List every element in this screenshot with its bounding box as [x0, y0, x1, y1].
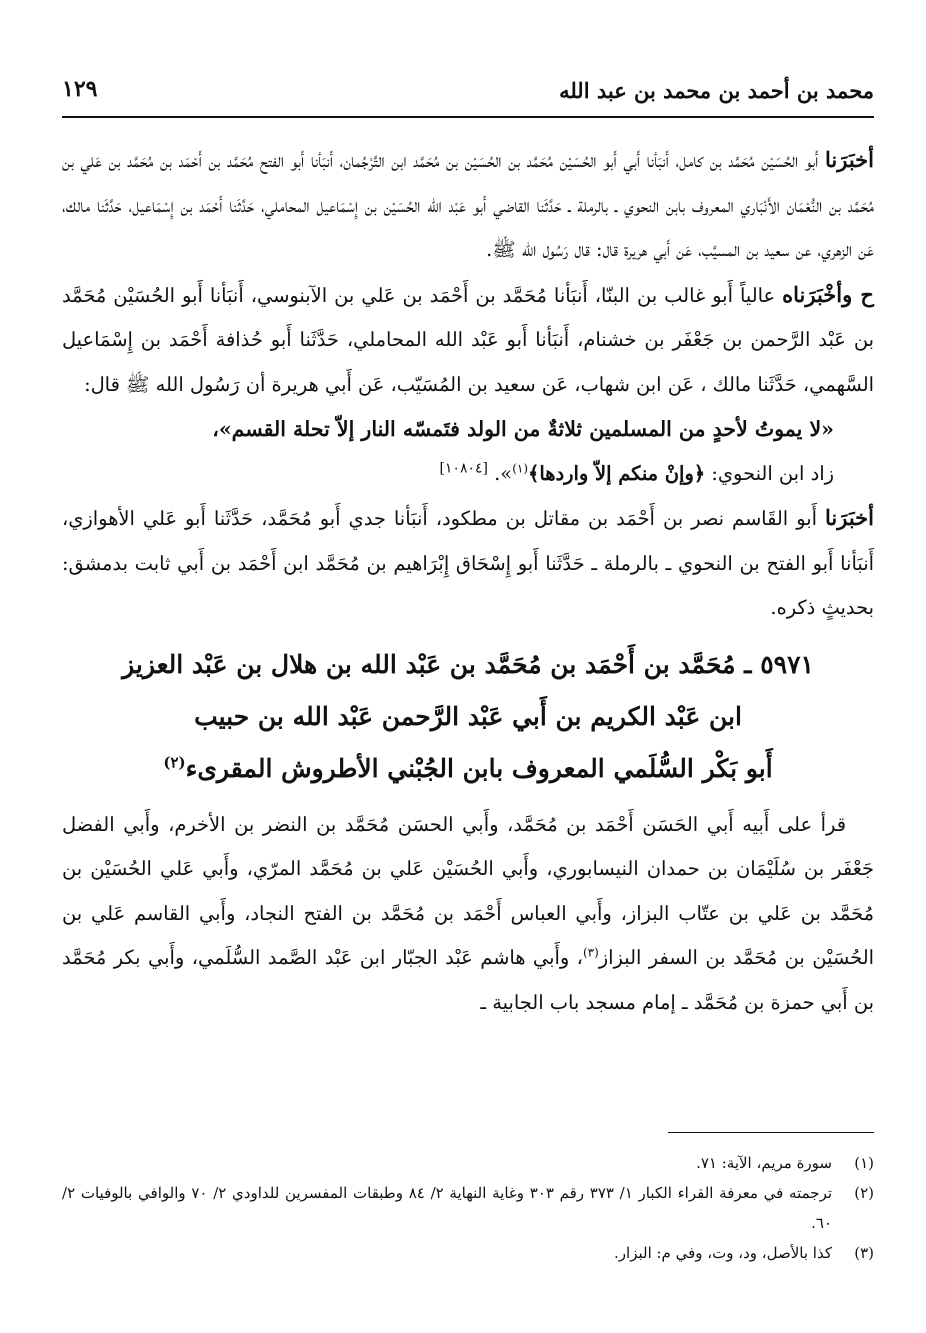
running-header — [62, 70, 874, 110]
footnote-number: (١) — [854, 1154, 874, 1172]
footnote-marker-3: (٣) — [582, 945, 599, 960]
heading-line-2: ابن عَبْد الكريم بن أَبي عَبْد الرَّحمن عَبْد الله بن حبيب — [194, 701, 742, 731]
paragraph-text: ، وأَبي هاشم عَبْد الجبّار ابن عَبْد الصَّمد السُّلَمي، وأَبي بكر مُحَمَّد بن أَبي حمزة بن مُحَمَّد ـ إمام مسجد باب الجابية ـ — [62, 946, 874, 1014]
paragraph-text: أَبو الحُسَيْن مُحَمَّد بن كامل، أَنبَأنا أَبي أَبو الحُسَيْن مُحَمَّد بن الحُسَيْن بن مُحَمَّد ابن التَّرْجُمان، أَنبَأنا أَبو الفتح مُحَمَّد بن أَحْمَد بن مُحَمَّد بن عَلي بن مُحَمَّد بن النُّعْمَان الأَنْبَاري المعروف بابن النحوي ـ بالرملة ـ حَدَّثَنا القاضي أَبو عَبْد الله الحُسَيْن بن إِسْمَاعيل المحاملي، حَدَّثَنا أَحْمَد بن إِسْمَاعيل، حَدَّثَنا مالك، عَن الزهري، عن سعيد بن المسيَّب، عَن أَبي هريرة قال: قال رَسُول الله ﷺ. — [62, 149, 874, 261]
footnote-text: ترجمته في معرفة القراء الكبار ١/ ٣٧٣ رقم ٣٠٣ وغاية النهاية ٢/ ٨٤ وطبقات المفسرين للداودي ٢/ ٧٠ والوافي بالوفيات ٢/ ٦٠. — [62, 1184, 833, 1232]
quran-verse: ﴿وإنْ منكم إلاّ واردها﴾ — [528, 461, 706, 485]
paragraph-isnad-3 — [62, 496, 874, 631]
footnote-number: (٣) — [854, 1244, 874, 1262]
footnote-2 — [62, 1178, 874, 1238]
footnotes — [62, 1148, 874, 1268]
biography-heading — [62, 639, 874, 795]
paragraph-text: قرأ على أَبيه أَبي الحَسَن أَحْمَد بن مُحَمَّد، وأَبي الحسَن مُحَمَّد بن النضر بن الأخرم، وأَبي الفضل جَعْفَر بن سُلَيْمَان بن حمدان النيسابوري، وأَبي الحُسَيْن عَلي بن مُحَمَّد المرّي، وأَبي عَلي الحُسَيْن بن مُحَمَّد بن عَلي بن عتّاب البزاز، وأَبي العباس أَحْمَد بن مُحَمَّد بن الفتح النجاد، وأَبي القاسم عَلي بن الحُسَيْن بن مُحَمَّد بن السفر البزاز — [62, 812, 874, 969]
heading-text: أَبو بَكْر السُّلَمي المعروف بابن الجُبْني الأطروش المقرىء — [185, 753, 773, 783]
footnote-text: كذا بالأصل، ود، وت، وفي م: البزار. — [614, 1244, 832, 1262]
page-number: ١٢٩ — [62, 76, 98, 102]
heading-line-1 — [62, 639, 874, 691]
addition-line — [62, 452, 874, 497]
paragraph-biography — [62, 803, 874, 1026]
footnote-marker-2: (٢) — [163, 753, 186, 772]
heading-text: ـ مُحَمَّد بن أَحْمَد بن مُحَمَّد بن عَبْد الله بن هلال بن عَبْد العزيز — [122, 649, 761, 679]
footnote-text: سورة مريم، الآية: ٧١. — [696, 1154, 832, 1172]
header-rule — [62, 116, 874, 118]
paragraph-text: أَبو القَاسم نصر بن أَحْمَد بن مقاتل بن مطكود، أَنبَأنا جدي أَبو مُحَمَّد، حَدَّثَنا أَبو عَلي الأهوازي، أَنبَأنا أَبو الفتح بن النحوي ـ بالرملة ـ حَدَّثَنا أَبو إِسْحَاق إِبْرَاهيم بن مُحَمَّد ابن أَحْمَد بن أَبي ثابت بدمشق: بحديثٍ ذكره. — [62, 507, 874, 619]
addition-lead: زاد ابن النحوي: — [705, 461, 834, 485]
hadith-quote: «لا يموتُ لأحدٍ من المسلمين ثلاثةٌ من الولد فتَمسّه النار إلاّ تحلة القسم»، — [212, 417, 834, 441]
keyword-akhbarana: أخبَرَنا — [825, 505, 874, 530]
footnote-number: (٢) — [854, 1184, 874, 1202]
paragraph-text: عالياً أَبو غالب بن البنّا، أَنبَأنا مُحَمَّد بن أَحْمَد بن عَلي بن الآبنوسي، أَنبَأنا أَبو الحُسَيْن مُحَمَّد بن عَبْد الرَّحمن بن جَعْفَر بن خشنام، أَنبَأنا أَبو عَبْد الله المحاملي، حَدَّثَنا أَبو حُذافة أَحْمَد بن إِسْمَاعيل السَّهمي، حَدَّثَنا مالك ، عَن ابن شهاب، عَن سعيد بن المُسَيّب، عَن أَبي هريرة أن رَسُول الله ﷺ قال: — [62, 283, 874, 396]
header-title: محمد بن أحمد بن محمد بن عبد الله — [559, 78, 874, 103]
page — [62, 70, 874, 1262]
footnote-marker-1: (١) — [512, 461, 529, 476]
keyword-akhbarana: أخبَرَنا — [825, 147, 874, 172]
footnote-rule — [668, 1132, 874, 1133]
hadith-number: [١٠٨٠٤] — [439, 460, 488, 477]
main-text — [62, 138, 874, 1025]
entry-number: ٥٩٧١ — [760, 649, 814, 679]
paragraph-isnad-2 — [62, 273, 874, 408]
paragraph-isnad-1 — [62, 138, 874, 273]
heading-line-3 — [62, 743, 874, 795]
keyword-akhbaranah: ح وأخْبَرَناه — [782, 281, 874, 307]
addition-tail: ». — [487, 461, 513, 485]
footnote-1 — [62, 1148, 874, 1178]
footnote-3 — [62, 1238, 874, 1268]
